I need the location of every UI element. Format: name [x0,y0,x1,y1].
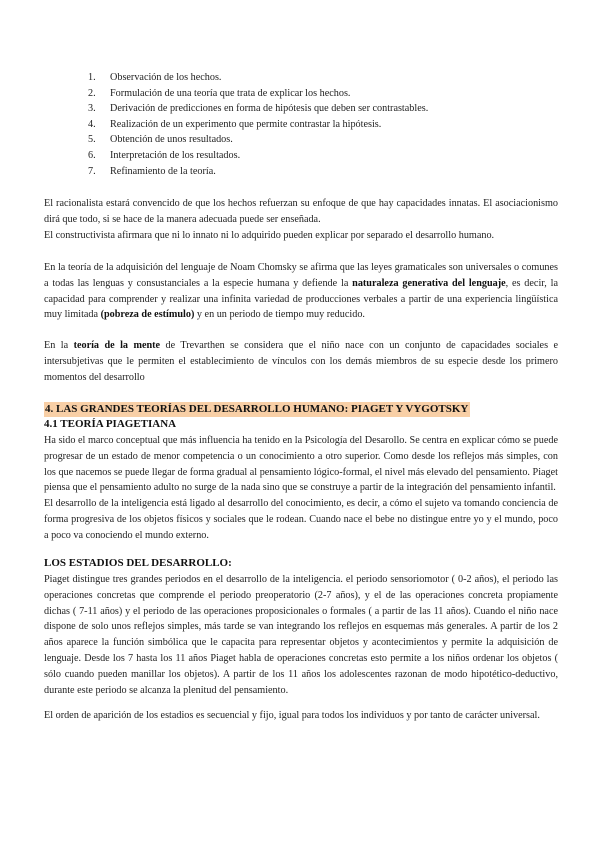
list-item-text: Derivación de predicciones en forma de hipótesis que deben ser contrastables. [110,103,429,115]
bold-term: (pobreza de estímulo) [100,309,195,321]
paragraph-piaget-intro: Ha sido el marco conceptual que más influencia ha tenido en la Psicología del Desarollo. Se centra en explicar cómo se puede progresar de un estado de menor competencia o un conocimiento a otro superior. Como desde los reflejos más simples, con los que nacemos se puede llegar de forma gradual al pensamiento lógico-formal, el nivel más elevado del pensamiento. Piaget piensa que el pensamiento adulto no surge de la nada sino que se construye a partir de la integración del pensamiento infantil. [44,435,558,494]
list-item: 2. Formulación de una teoría que trata de explicar los hechos. [88,87,351,99]
paragraph-chomsky: En la teoría de la adquisición del lenguaje de Noam Chomsky se afirma que las leyes gramaticales son universales o comunes a todas las lenguas y consustanciales a la especie humana y defiende la naturaleza generativa del lenguaje, es decir, la capacidad para comprender y realizar una infinita variedad de producciones verbales a partir de una experiencia lingüística muy limitada (pobreza de estímulo) y en un periodo de tiempo muy reducido. [44,262,558,321]
list-item-text: Obtención de unos resultados. [110,134,233,146]
subsection-heading: 4.1 TEORÍA PIAGETIANA [44,418,177,430]
list-item: 3. Derivación de predicciones en forma de hipótesis que deben ser contrastables. [88,103,429,115]
list-item-text: Refinamiento de la teoría. [110,165,216,177]
paragraph-constructivista: El constructivista afirmara que ni lo innato ni lo adquirido pueden explicar por separado el desarrollo humano. [44,230,495,241]
list-item-text: Observación de los hechos. [110,72,222,83]
method-steps-list [88,70,428,179]
list-item-text: Formulación de una teoría que trata de explicar los hechos. [110,87,351,99]
list-item: 6. Interpretación de los resultados. [88,149,241,161]
list-item: 7. Refinamiento de la teoría. [88,165,216,177]
bold-term: naturaleza generativa del lenguaje [352,277,506,289]
paragraph-teoria-mente: En la teoría de la mente de Trevarthen se considera que el niño nace con un conjunto de capacidades sociales e intersubjetivas que le permiten el establecimiento de vínculos con los demás miembros de su especie desde los primero momentos del desarrollo [44,340,559,383]
paragraph-estadios: Piaget distingue tres grandes periodos en el desarrollo de la inteligencia. el periodo sensoriomotor ( 0-2 años), el periodo las operaciones concretas que comprende el periodo preoperatorio (2-7 años), y el de las operaciones concreta propiamente dichas ( 7-11 años) y el periodo de las operaciones proposicionales o formales ( a partir de las 11 años). Cuando el niño nace dispone de solo unos reflejos simples, más tarde se van integrando los reflejos en esquemas más generales. A partir de los 2 años aparece la función simbólica que le capacita para representar objetos y acontecimientos y permite la adquisición de lenguaje. Desde los 7 hasta los 11 años Piaget habla de operaciones concretas esto permite a los niños ordenar los objetos ( sólo cuando pueden manillar los objetos). A partir de los 11 años los adolescentes razonan de modo hipotético-deductivo, durante este periodo se alcanza la plenitud del pensamiento. [44,574,558,696]
list-item: 1. Observación de los hechos. [88,72,222,83]
list-item: 4. Realización de un experimento que permite contrastar la hipótesis. [88,118,382,130]
paragraph-piaget-desarrollo: El desarrollo de la inteligencia está ligado al desarrollo del conocimiento, es decir, a cómo el sujeto va tomando conciencia de forma progresiva de los objetos físicos y sociales que le rodean. Cuando nace el bebe no distingue entre yo y el mundo, poco a poco va conociendo el mundo externo. [44,498,558,541]
list-item-text: Interpretación de los resultados. [110,149,241,161]
paragraph-racionalista: El racionalista estará convencido de que los hechos refuerzan su enfoque de que hay capacidades innatas. El asociacionismo dirá que todo, si se hace de la manera adecuada puede ser enseñada. [44,198,558,225]
paragraph-orden: El orden de aparición de los estadios es secuencial y fijo, igual para todos los individuos y por tanto de carácter universal. [44,710,540,721]
section-heading: 4. LAS GRANDES TEORÍAS DEL DESARROLLO HUMANO: PIAGET Y VYGOTSKY [45,403,469,415]
bold-term: teoría de la mente [73,340,161,351]
list-item-text: Realización de un experimento que permite contrastar la hipótesis. [110,118,382,130]
estadios-heading: LOS ESTADIOS DEL DESARROLLO: [44,557,232,569]
list-item: 5. Obtención de unos resultados. [88,134,233,146]
